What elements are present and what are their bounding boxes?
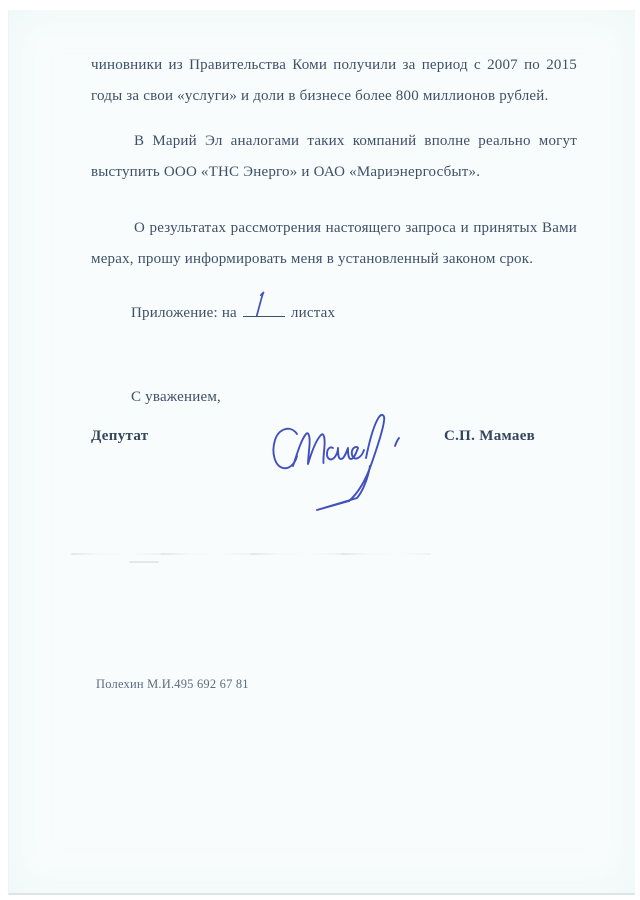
paragraph-request-results: О результатах рассмотрения настоящего запроса и принятых Вами мерах, прошу информировать меня в установленный законом срок. [91,220,577,267]
signer-name: С.П. Мамаев [444,428,536,444]
signer-title: Депутат [91,428,149,444]
attachment-line [131,302,335,322]
attachment-suffix: листах [290,305,336,321]
attachment-blank-line [243,302,285,317]
scan-bleed-artifact [71,553,431,555]
executor-contact: Полехин М.И.495 692 67 81 [96,677,249,691]
scan-bleed-artifact-small [129,561,159,563]
paragraph-continuation: чиновники из Правительства Коми получили за период с 2007 по 2015 годы за свои «услуги» и доли в бизнесе более 800 миллионов рублей. [91,57,577,104]
attachment-prefix: Приложение: на [131,305,237,321]
handwritten-one-icon [250,290,270,320]
scanned-page [8,10,635,895]
signature-mamaev-icon [253,398,413,523]
paragraph-companies: В Марий Эл аналогами таких компаний вполне реально могут выступить ООО «ТНС Энерго» и ОАО «Мариэнергосбыт». [91,133,577,180]
closing-salutation: С уважением, [131,389,221,405]
